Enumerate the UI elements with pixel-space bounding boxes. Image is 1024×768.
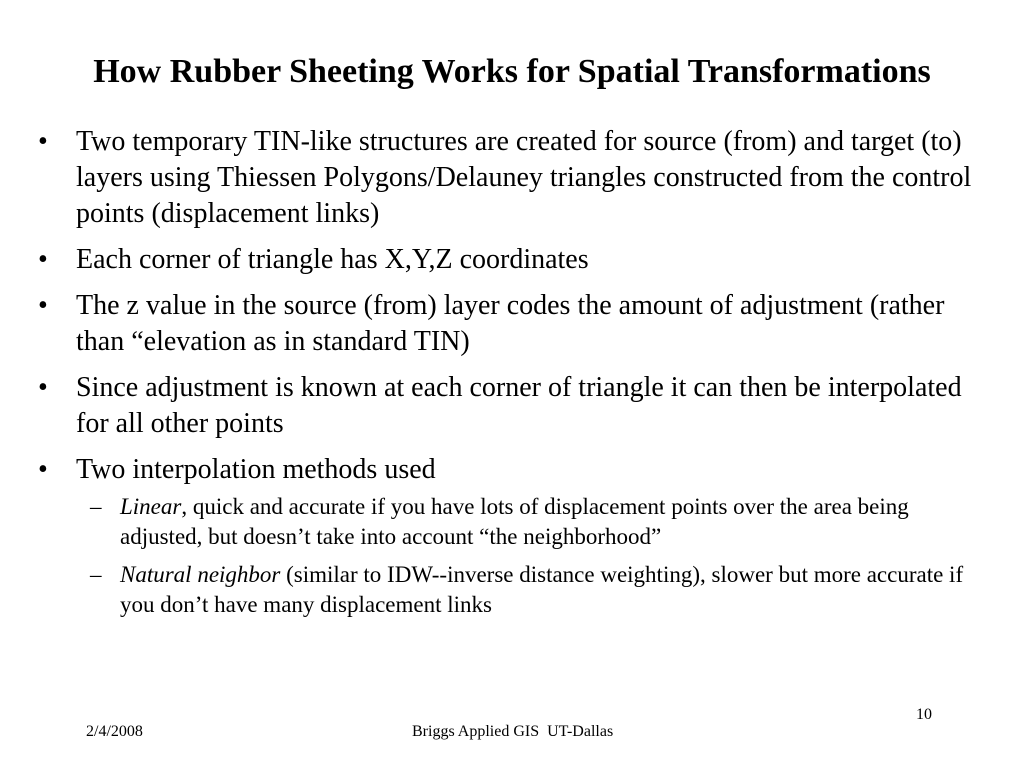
bullet-item [36,370,996,442]
bullet-mark: • [38,290,48,321]
bullet-mark: • [38,454,48,485]
bullet-mark: • [38,126,48,157]
bullet-text: Each corner of triangle has X,Y,Z coordinates [76,244,589,275]
sub-bullet-item [76,560,996,620]
sub-bullet-text: (similar to IDW--inverse distance weighting), slower but more accurate if you don’t have many displacement links [120,562,964,617]
sub-bullet-dash: – [90,562,102,587]
sub-bullet-list [76,492,996,620]
bullet-item [36,288,996,360]
sub-bullet-term: Linear [120,494,182,519]
page-number: 10 [916,706,932,723]
slide-title: How Rubber Sheeting Works for Spatial Transformations [93,53,931,90]
footer-credit: Briggs Applied GIS UT-Dallas [412,723,614,740]
bullet-text: Two interpolation methods used [76,454,436,485]
bullet-mark: • [38,244,48,275]
bullet-list [36,124,996,630]
bullet-item [36,452,996,620]
bullet-text: The z value in the source (from) layer codes the amount of adjustment (rather than “elevation as in standard TIN) [76,290,945,357]
bullet-text: Since adjustment is known at each corner of triangle it can then be interpolated for all other points [76,372,962,439]
bullet-text: Two temporary TIN-like structures are created for source (from) and target (to) layers using Thiessen Polygons/Delauney triangles constructed from the control points (displacement links) [76,126,972,229]
bullet-mark: • [38,372,48,403]
sub-bullet-term: Natural neighbor [120,562,281,587]
bullet-item [36,242,996,278]
footer-date: 2/4/2008 [86,723,143,740]
sub-bullet-text: , quick and accurate if you have lots of displacement points over the area being adjusted, but doesn’t take into account “the neighborhood” [120,494,909,549]
sub-bullet-dash: – [90,494,102,519]
sub-bullet-item [76,492,996,552]
bullet-item [36,124,996,232]
